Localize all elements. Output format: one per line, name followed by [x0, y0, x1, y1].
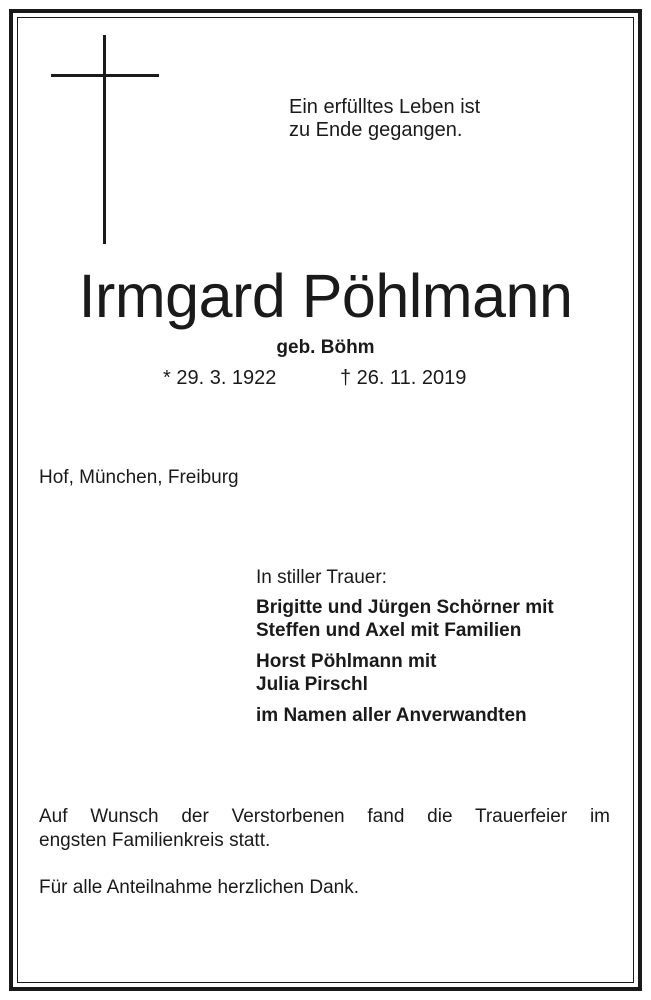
mourner-line: Brigitte und Jürgen Schörner mit — [256, 597, 554, 618]
quote-line-2: zu Ende gegangen. — [289, 119, 463, 141]
mourners-intro: In stiller Trauer: — [256, 567, 387, 588]
memorial-quote — [289, 96, 480, 142]
mourner-line: im Namen aller Anverwandten — [256, 705, 527, 726]
maiden-name: geb. Böhm — [276, 337, 375, 358]
mourner-group-2 — [256, 650, 437, 696]
death-date: † 26. 11. 2019 — [340, 367, 467, 389]
mourner-line: Steffen und Axel mit Familien — [256, 620, 522, 641]
places-of-residence: Hof, München, Freiburg — [39, 467, 239, 488]
mourner-line: Julia Pirschl — [256, 674, 368, 695]
birth-date: * 29. 3. 1922 — [163, 367, 277, 389]
mourner-line: Horst Pöhlmann mit — [256, 651, 437, 672]
cross-horizontal-bar — [51, 74, 159, 77]
mourner-group-1 — [256, 596, 554, 642]
cross-vertical-bar — [103, 35, 106, 244]
deceased-name: Irmgard Pöhlmann — [78, 262, 573, 330]
notice-line-1: Auf Wunsch der Verstorbenen fand die Trauerfeier im — [39, 806, 610, 827]
notice-line-2: engsten Familienkreis statt. — [39, 830, 271, 851]
mourner-group-3 — [256, 704, 527, 727]
quote-line-1: Ein erfülltes Leben ist — [289, 96, 481, 118]
thanks-note: Für alle Anteilnahme herzlichen Dank. — [39, 877, 360, 898]
funeral-notice — [39, 805, 610, 853]
